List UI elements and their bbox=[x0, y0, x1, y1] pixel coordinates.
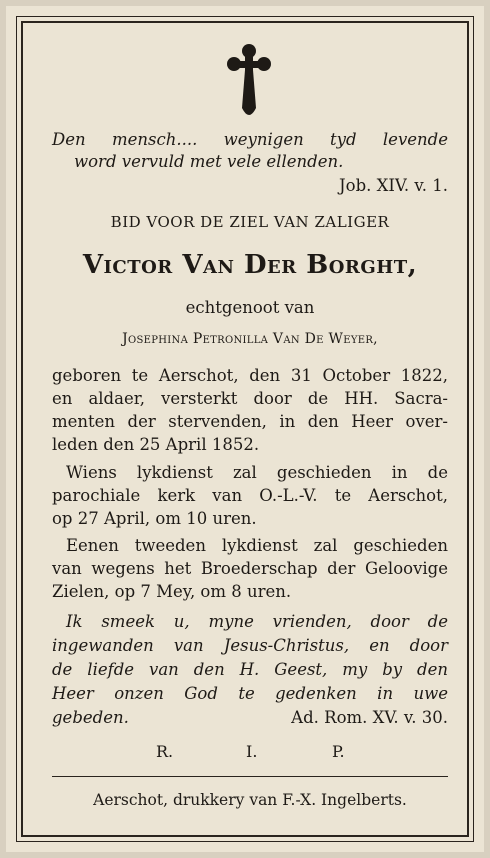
bio-line: menten der stervenden, in den Heer over- bbox=[52, 412, 448, 431]
rip-letter: R. bbox=[156, 742, 174, 761]
bio-line: leden den 25 April 1852. bbox=[52, 435, 260, 454]
bio-line: en aldaer, versterkt door de HH. Sacra- bbox=[52, 389, 448, 408]
quote-reference: Job. XIV. v. 1. bbox=[339, 176, 448, 195]
funeral-line: Wiens lykdienst zal geschieden in de bbox=[66, 463, 448, 482]
quote-line-1: Den mensch.... weynigen tyd levende bbox=[52, 130, 448, 149]
quote-line-2: word vervuld met vele ellenden. bbox=[74, 152, 344, 171]
rip-letter: I. bbox=[246, 742, 258, 761]
memorial-card bbox=[6, 6, 484, 852]
plea-line: de liefde van den H. Geest, my by den bbox=[52, 660, 448, 679]
rip-letter: P. bbox=[332, 742, 345, 761]
divider bbox=[52, 776, 448, 777]
rip-row bbox=[52, 742, 448, 762]
plea-line: Ik smeek u, myne vrienden, door de bbox=[66, 612, 448, 631]
plea-line: ingewanden van Jesus-Christus, en door bbox=[52, 636, 448, 655]
second-service-line: Zielen, op 7 Mey, om 8 uren. bbox=[52, 582, 292, 601]
bio-line: geboren te Aerschot, den 31 October 1822, bbox=[52, 366, 448, 385]
cross-icon bbox=[225, 42, 273, 122]
funeral-line: parochiale kerk van O.-L.-V. te Aerschot, bbox=[52, 486, 448, 505]
plea-line: gebeden. bbox=[52, 708, 129, 727]
prayer-heading: BID VOOR DE ZIEL VAN ZALIGER bbox=[110, 213, 390, 231]
funeral-line: op 27 April, om 10 uren. bbox=[52, 509, 257, 528]
printer-imprint: Aerschot, drukkery van F.-X. Ingelberts. bbox=[93, 791, 407, 809]
plea-reference: Ad. Rom. XV. v. 30. bbox=[291, 708, 448, 727]
card-content bbox=[52, 6, 448, 852]
plea-line: Heer onzen God te gedenken in uwe bbox=[52, 684, 448, 703]
second-service-line: Eenen tweeden lykdienst zal geschieden bbox=[66, 536, 448, 555]
second-service-line: van wegens het Broederschap der Geloovige bbox=[52, 559, 448, 578]
spouse-intro: echtgenoot van bbox=[185, 298, 315, 317]
deceased-name: Victor Van Der Borght, bbox=[82, 250, 418, 280]
spouse-name: Josephina Petronilla Van De Weyer, bbox=[122, 331, 378, 347]
